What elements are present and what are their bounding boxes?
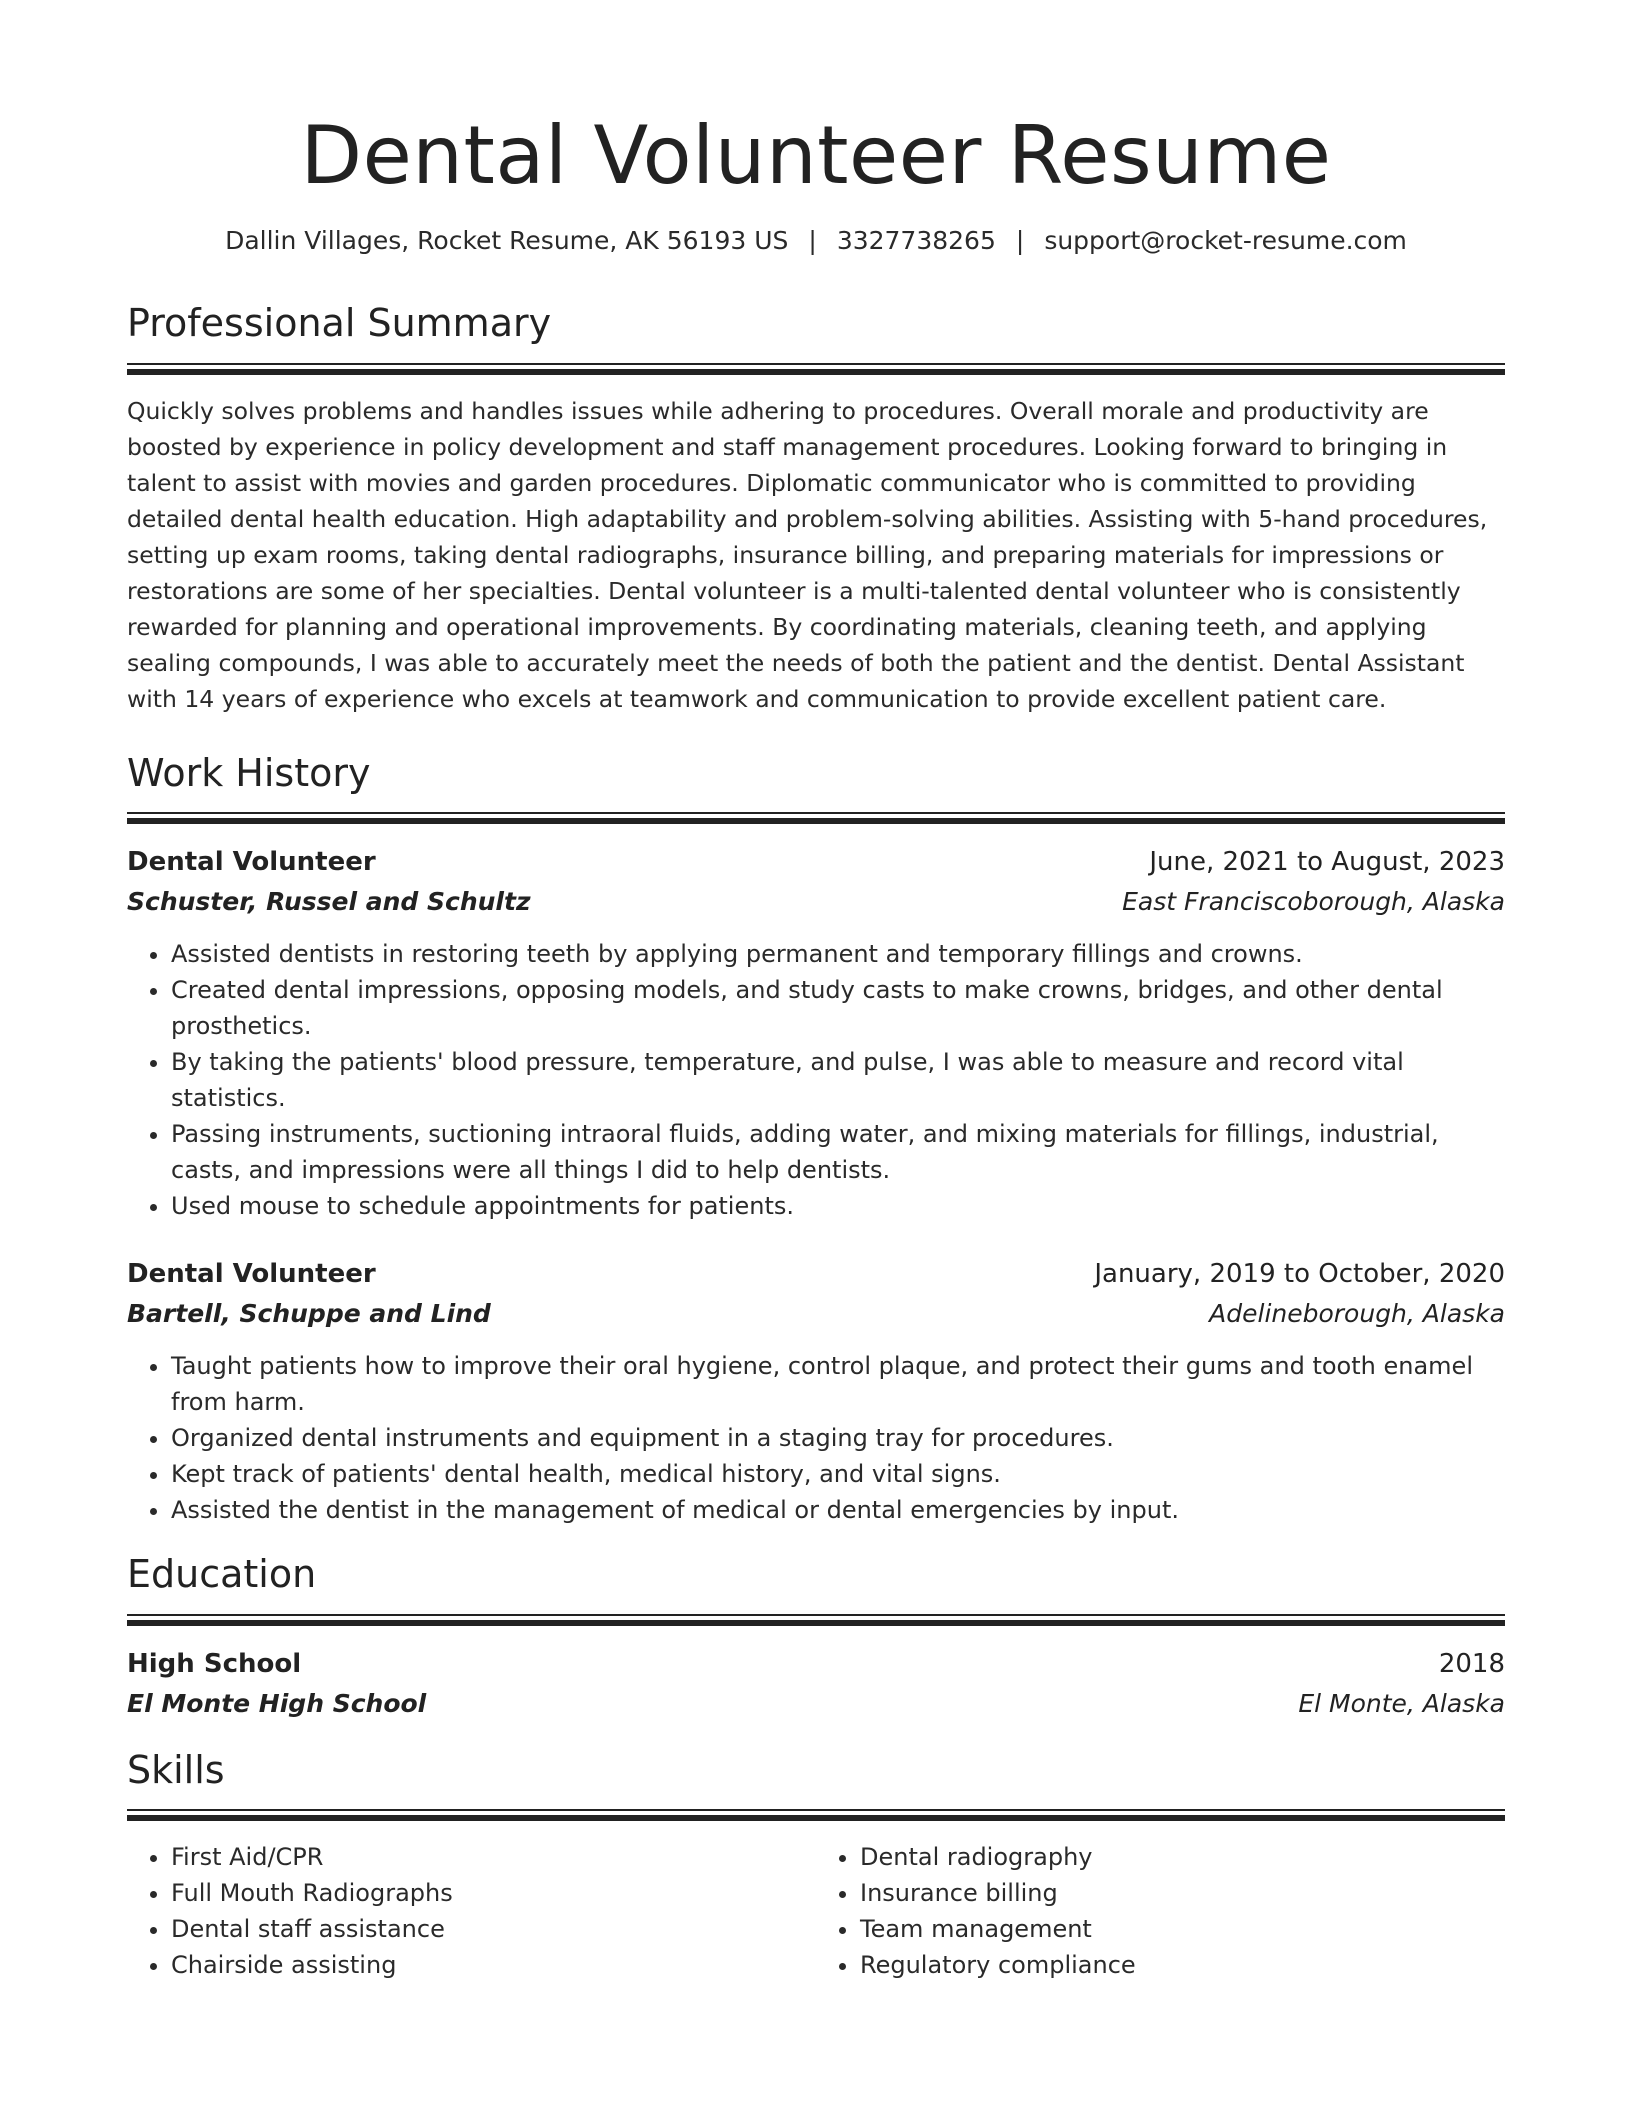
contact-separator: | xyxy=(808,226,817,255)
list-item: • Insurance billing xyxy=(860,1875,1505,1911)
list-item: • Taught patients how to improve their oral hygiene, control plaque, and protect their gums and tooth enamel from harm. xyxy=(171,1348,1505,1420)
education-school: El Monte High School xyxy=(127,1688,427,1718)
job-header-row xyxy=(127,842,1505,882)
section-divider xyxy=(127,1614,1505,1626)
list-item: • Passing instruments, suctioning intraoral fluids, adding water, and mixing materials for fillings, industrial, casts, and impressions were all things I did to help dentists. xyxy=(171,1116,1505,1188)
summary-text: Quickly solves problems and handles issues while adhering to procedures. Overall morale and productivity are boosted by experience in policy development and staff management procedures. Looking forward to bringing in talent to assist with movies and garden procedures. Diplomatic communicator who is committed to providing detailed dental health education. High adaptability and problem-solving abilities. Assisting with 5-hand procedures, setting up exam rooms, taking dental radiographs, insurance billing, and preparing materials for impressions or restorations are some of her specialties. Dental volunteer is a multi-talented dental volunteer who is consistently rewarded for planning and operational improvements. By coordinating materials, cleaning teeth, and applying sealing compounds, I was able to accurately meet the needs of both the patient and the dentist. Dental Assistant with 14 years of experience who excels at teamwork and communication to provide excellent patient care. xyxy=(127,396,1488,713)
education-location: El Monte, Alaska xyxy=(1298,1688,1505,1718)
list-item: • First Aid/CPR xyxy=(171,1839,816,1875)
education-year: 2018 xyxy=(1438,1648,1505,1679)
job-title: Dental Volunteer xyxy=(127,1259,376,1290)
list-item: • Dental radiography xyxy=(860,1839,1505,1875)
work-section xyxy=(127,751,1505,1529)
list-item: • Created dental impressions, opposing models, and study casts to make crowns, bridges, and other dental prosthetics. xyxy=(171,972,1505,1044)
education-heading: Education xyxy=(127,1552,317,1597)
education-degree: High School xyxy=(127,1648,302,1679)
list-item: • Assisted the dentist in the management of medical or dental emergencies by input. xyxy=(171,1492,1505,1528)
list-item: • Chairside assisting xyxy=(171,1947,816,1983)
job-title: Dental Volunteer xyxy=(127,847,376,878)
education-school-row xyxy=(127,1684,1505,1724)
list-item: • Regulatory compliance xyxy=(860,1947,1505,1983)
section-divider xyxy=(127,1809,1505,1821)
education-section xyxy=(127,1552,1505,1724)
job-location: Adelineborough, Alaska xyxy=(1209,1299,1505,1329)
job-dates: January, 2019 to October, 2020 xyxy=(1094,1259,1505,1290)
contact-separator: | xyxy=(1015,226,1025,255)
summary-section xyxy=(127,301,1505,717)
skills-list-left xyxy=(127,1839,816,1983)
job-header-row xyxy=(127,1254,1505,1294)
education-header-row xyxy=(127,1644,1505,1684)
contact-line xyxy=(127,226,1505,255)
job-company-row xyxy=(127,1294,1505,1334)
work-heading: Work History xyxy=(127,750,371,795)
skills-heading: Skills xyxy=(127,1747,225,1792)
list-item: • Full Mouth Radiographs xyxy=(171,1875,816,1911)
section-divider xyxy=(127,363,1505,375)
skills-list-right xyxy=(816,1839,1505,1983)
list-item: • By taking the patients' blood pressure, temperature, and pulse, I was able to measure and record vital statistics. xyxy=(171,1044,1505,1116)
contact-email: support@rocket-resume.com xyxy=(1044,226,1407,255)
skills-section xyxy=(127,1748,1505,1984)
list-item: • Assisted dentists in restoring teeth by applying permanent and temporary fillings and crowns. xyxy=(171,936,1505,972)
summary-heading: Professional Summary xyxy=(127,301,552,345)
skills-columns xyxy=(127,1839,1505,1983)
resume-title: Dental Volunteer Resume xyxy=(300,109,1332,202)
section-divider xyxy=(127,812,1505,824)
job-company: Bartell, Schuppe and Lind xyxy=(127,1299,491,1329)
list-item: • Dental staff assistance xyxy=(171,1911,816,1947)
job-bullets xyxy=(127,1348,1505,1528)
list-item: • Kept track of patients' dental health, medical history, and vital signs. xyxy=(171,1456,1505,1492)
job-dates: June, 2021 to August, 2023 xyxy=(1149,847,1505,878)
contact-address: Dallin Villages, Rocket Resume, AK 56193 US xyxy=(225,226,789,255)
list-item: • Organized dental instruments and equipment in a staging tray for procedures. xyxy=(171,1420,1505,1456)
job-company: Schuster, Russel and Schultz xyxy=(127,887,531,917)
contact-phone: 3327738265 xyxy=(836,226,996,255)
job-entry xyxy=(127,842,1505,1224)
list-item: • Used mouse to schedule appointments for patients. xyxy=(171,1188,1505,1224)
list-item: • Team management xyxy=(860,1911,1505,1947)
job-company-row xyxy=(127,882,1505,922)
job-location: East Franciscoborough, Alaska xyxy=(1122,887,1505,917)
job-entry xyxy=(127,1254,1505,1528)
job-bullets xyxy=(127,936,1505,1224)
